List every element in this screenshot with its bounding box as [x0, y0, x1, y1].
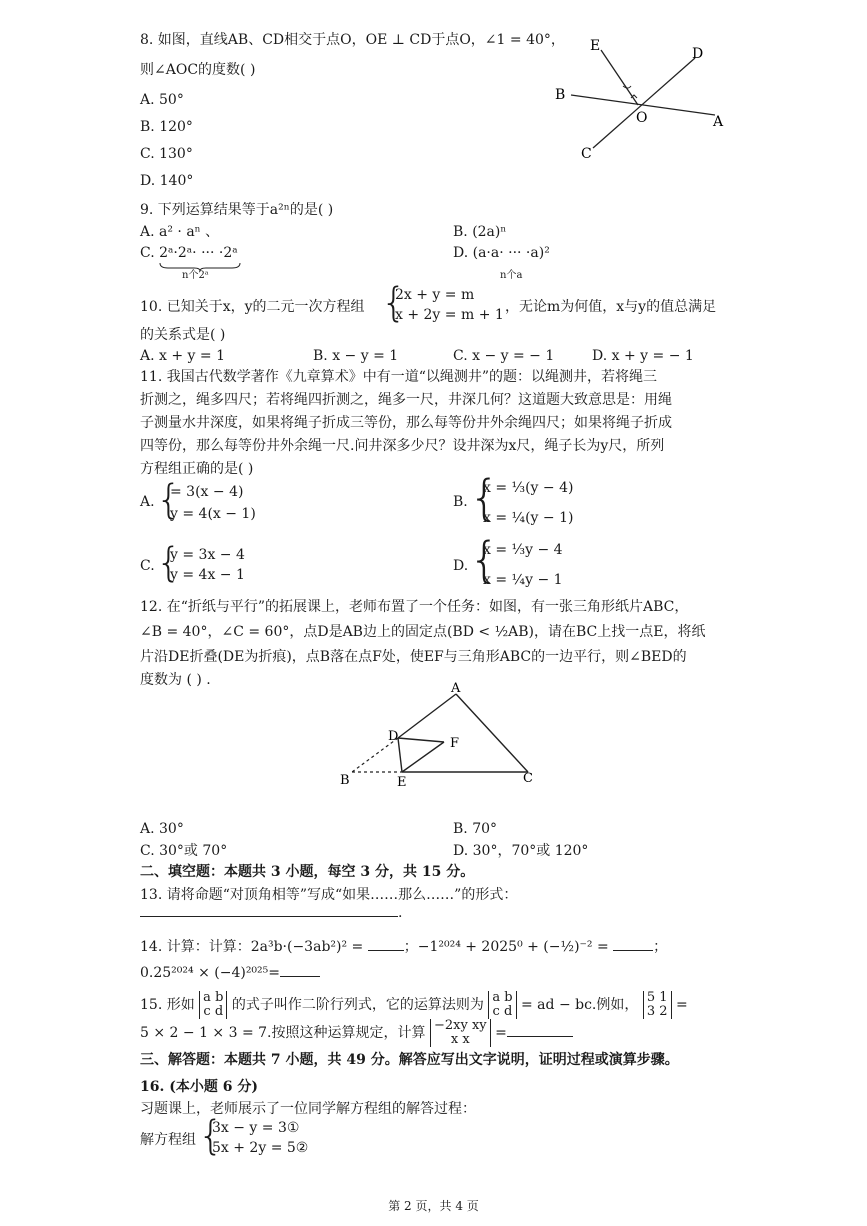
q8-option-a: A. 50°: [140, 92, 184, 108]
q11-option-a-system: [156, 477, 280, 524]
q15-det-form: a b c d: [199, 991, 227, 1019]
q10-system: [381, 280, 505, 327]
q15-pre: 15. 形如: [140, 997, 195, 1013]
q12-stem-line1: 12. 在“折纸与平行”的拓展课上，老师布置了一个任务：如图，有一张三角形纸片ABC，: [140, 599, 689, 615]
q9-option-b: B. (2a)ⁿ: [453, 224, 507, 240]
q15-det-task: −2xy xy x x: [430, 1019, 491, 1047]
q12-option-d: D. 30°，70°或 120°: [453, 843, 589, 859]
q11-option-c-label: C.: [140, 558, 155, 574]
q10-eq1: 2x + y = m: [395, 287, 475, 303]
q11-option-d-system: [469, 532, 593, 592]
q8-figure: [545, 30, 745, 170]
q14-line1: [140, 936, 667, 957]
q11-option-c-eq2: y = 4x − 1: [170, 567, 245, 583]
q14-blank-2[interactable]: [613, 936, 653, 951]
q15-eq: =: [675, 997, 688, 1013]
q14-line2-text: 0.25²⁰²⁴ × (−4)²⁰²⁵=: [140, 965, 280, 981]
q15-line2-pre: 5 × 2 − 1 × 3 = 7.按照这种运算规定，计算: [140, 1025, 426, 1041]
q15-mid: 的式子叫作二阶行列式，它的运算法则为: [231, 997, 484, 1013]
page-footer: 第 2 页，共 4 页: [388, 1199, 479, 1213]
q9-option-c-under-text: n个2ᵃ: [182, 270, 209, 281]
q15-det-example: 5 1 3 2: [643, 991, 672, 1019]
q8-label-c: C: [581, 146, 592, 162]
q8-label-o: O: [636, 110, 648, 126]
q11-stem-line5: 方程组正确的是( ): [140, 461, 254, 477]
q10-stem-post: ，无论m为何值，x与y的值总满足: [505, 299, 717, 315]
q12-label-e: E: [397, 775, 407, 790]
q12-option-c: C. 30°或 70°: [140, 843, 228, 859]
q16-system-brace: {: [198, 1113, 224, 1159]
q10-system-brace: {: [381, 280, 407, 326]
q13-blank[interactable]: [140, 902, 398, 917]
q8-label-e: E: [590, 38, 601, 54]
q10-option-b: B. x − y = 1: [313, 348, 399, 364]
q11-option-b-eq2: x = ¼(y − 1): [483, 510, 574, 526]
q11-option-d-label: D.: [453, 558, 469, 574]
q12-label-d: D: [388, 729, 399, 744]
q16-system: [198, 1113, 342, 1160]
q14-line2: [140, 962, 320, 983]
q11-stem-line1: 11. 我国古代数学著作《九章算术》中有一道“以绳测井”的题：以绳测井，若将绳三: [140, 369, 658, 385]
q12-stem-line3: 片沿DE折叠(DE为折痕)，点B落在点F处，使EF与三角形ABC的一边平行，则∠BED的: [140, 649, 687, 665]
q11-option-a-eq1: = 3(x − 4): [170, 484, 244, 500]
q8-option-b: B. 120°: [140, 119, 193, 135]
q8-option-d: D. 140°: [140, 173, 194, 189]
q11-option-d-eq1: x = ⅓y − 4: [483, 542, 563, 558]
q11-option-c-brace: {: [156, 540, 182, 586]
q9-option-a: A. a² · aⁿ 、: [140, 224, 220, 240]
q12-option-b: B. 70°: [453, 821, 498, 837]
q11-option-b-system: [469, 470, 593, 530]
q15-line2-post: =: [495, 1025, 507, 1041]
q14-mid: ；−1²⁰²⁴ + 2025⁰ + (−½)⁻² =: [403, 939, 614, 955]
q8-label-a: A: [713, 114, 724, 130]
q9-option-d-under-text: n个a: [500, 270, 523, 281]
q9-stem: 9. 下列运算结果等于a²ⁿ的是( ): [140, 202, 334, 218]
q12-stem-line2: ∠B = 40°，∠C = 60°，点D是AB边上的固定点(BD < ½AB)，请在BC上找一点E，将纸: [140, 624, 706, 640]
q10-eq2: x + 2y = m + 1: [395, 307, 504, 323]
q10-option-a: A. x + y = 1: [140, 348, 225, 364]
q9-option-c: C. 2ᵃ·2ᵃ· ··· ·2ᵃ: [140, 245, 238, 261]
q8-label-b: B: [555, 87, 566, 103]
q14-pre: 14. 计算：计算：2a³b·(−3ab²)² =: [140, 939, 368, 955]
q14-blank-1[interactable]: [368, 936, 404, 951]
section-fill-in-heading: 二、填空题：本题共 3 小题，每空 3 分，共 15 分。: [140, 864, 475, 880]
q11-option-d-brace: {: [469, 532, 500, 588]
q10-stem-pre: 10. 已知关于x，y的二元一次方程组: [140, 299, 365, 315]
q12-label-f: F: [450, 736, 460, 751]
q14-end: ；: [653, 939, 668, 955]
section-solve-heading: 三、解答题：本题共 7 小题，共 49 分。解答应写出文字说明，证明过程或演算步骤。: [140, 1052, 679, 1068]
q12-figure: [330, 680, 560, 790]
q15-blank[interactable]: [507, 1022, 573, 1037]
q15-det-rule: a b c d: [488, 991, 516, 1019]
q15-line2: [140, 1018, 573, 1048]
q11-stem-line4: 四等份，那么每等份井外余绳一尺.问井深多少尺？设井深为x尺，绳子长为y尺，所列: [140, 438, 665, 454]
q12-option-a: A. 30°: [140, 821, 184, 837]
q11-option-b-label: B.: [453, 494, 468, 510]
q11-option-b-eq1: x = ⅓(y − 4): [483, 480, 574, 496]
q14-blank-3[interactable]: [280, 962, 320, 977]
q15-line1: [140, 990, 688, 1020]
q13-answer-line: [140, 902, 402, 923]
q11-option-a-brace: {: [156, 477, 182, 523]
q11-option-d-eq2: x = ¼y − 1: [483, 572, 563, 588]
q13-stem: 13. 请将命题“对顶角相等”写成“如果……那么……”的形式：: [140, 887, 518, 903]
q9-option-d: D. (a·a· ··· ·a)²: [453, 245, 550, 261]
q8-stem-line1: 8. 如图，直线AB、CD相交于点O，OE ⊥ CD于点O，∠1 = 40°，: [140, 32, 565, 48]
q8-option-c: C. 130°: [140, 146, 193, 162]
q11-option-c-eq1: y = 3x − 4: [170, 547, 245, 563]
q10-option-c: C. x − y = − 1: [453, 348, 555, 364]
q12-label-a: A: [451, 681, 461, 696]
q11-option-c-system: [156, 540, 280, 587]
q12-label-b: B: [340, 773, 350, 788]
q8-stem-line2: 则∠AOC的度数( ): [140, 62, 256, 78]
q11-option-a-eq2: y = 4(x − 1): [170, 506, 256, 522]
q16-eq2: 5x + 2y = 5②: [212, 1140, 309, 1156]
q11-option-a-label: A.: [140, 494, 155, 510]
q10-option-d: D. x + y = − 1: [592, 348, 694, 364]
q12-label-c: C: [523, 771, 533, 786]
q16-eq1: 3x − y = 3①: [212, 1120, 300, 1136]
q11-stem-line3: 子测量水井深度，如果将绳子折成三等份，那么每等份井外余绳四尺；如果将绳子折成: [140, 415, 672, 431]
q12-stem-line4: 度数为 ( ) .: [140, 672, 211, 688]
q16-label: 解方程组: [140, 1132, 196, 1148]
q11-option-b-brace: {: [469, 470, 500, 526]
q15-rule: = ad − bc.例如，: [521, 997, 639, 1013]
q16-intro: 习题课上，老师展示了一位同学解方程组的解答过程：: [140, 1101, 476, 1117]
q8-label-d: D: [692, 46, 704, 62]
q10-stem-line2: 的关系式是( ): [140, 327, 226, 343]
q16-title: 16. (本小题 6 分): [140, 1079, 258, 1095]
q11-stem-line2: 折测之，绳多四尺；若将绳四折测之，绳多一尺，井深几何？这道题大致意思是：用绳: [140, 392, 672, 408]
q13-end-mark: .: [398, 905, 403, 921]
